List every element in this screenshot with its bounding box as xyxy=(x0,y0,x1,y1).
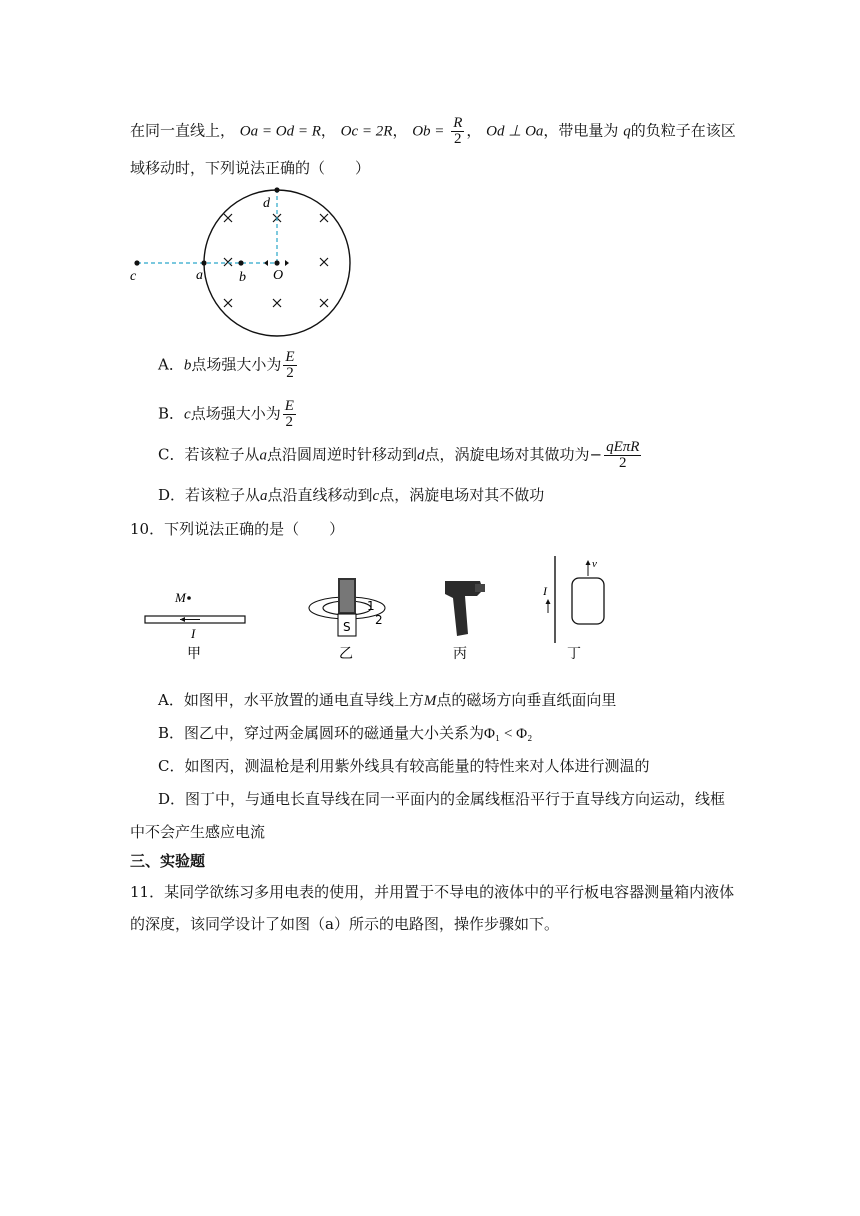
frac-e-over-2: $\frac{E}{2}$ xyxy=(285,349,295,381)
q9-circle-figure xyxy=(125,180,365,340)
label-b: b xyxy=(239,270,246,285)
q9-stem-line1: 在同一直线上， Oa = Od = R， Oc = 2R， Ob = $\frac{R}{2}$ ， Od ⊥ Oa，带电量为 q的负粒子在该区 xyxy=(130,115,736,147)
eq-oa-od: Oa = Od = R xyxy=(239,123,321,140)
eq-od-perp-oa: Od ⊥ Oa xyxy=(486,123,544,140)
svg-text:v: v xyxy=(592,558,597,570)
label-c: c xyxy=(130,269,137,284)
metal-frame xyxy=(572,578,604,624)
svg-text:2: 2 xyxy=(375,613,383,627)
q9-stem-line2: 域移动时，下列说法正确的（ ） xyxy=(130,159,371,177)
section-heading-experiments: 三、实验题 xyxy=(130,852,206,870)
q10-option-d-line2: 中不会产生感应电流 xyxy=(130,823,266,841)
figure-yi xyxy=(309,578,385,662)
point-b xyxy=(238,260,243,265)
caption-jia: 甲 xyxy=(187,646,201,662)
charge-symbol: q xyxy=(623,123,631,140)
point-c xyxy=(134,260,139,265)
label-a: a xyxy=(196,268,203,283)
eq-ob-lhs: Ob = xyxy=(412,123,445,140)
svg-text:I: I xyxy=(191,626,196,641)
point-d xyxy=(274,187,279,192)
frac-e-over-2: $\frac{E}{2}$ xyxy=(284,398,294,430)
svg-text:M: M xyxy=(175,590,186,605)
q11-line1: 11．某同学欲练习多用电表的使用，并用置于不导电的液体中的平行板电容器测量箱内液体 xyxy=(130,883,735,901)
caption-bing: 丙 xyxy=(453,646,467,662)
q9-option-a: A．b点场强大小为 $\frac{E}{2}$ xyxy=(158,349,295,381)
q9-option-d: D．若该粒子从a点沿直线移动到c点，涡旋电场对其不做功 xyxy=(158,486,545,504)
svg-text:I: I xyxy=(543,584,547,598)
q10-option-c: C．如图丙，测温枪是利用紫外线具有较高能量的特性来对人体进行测温的 xyxy=(158,757,650,775)
frac-qepir-over-2: $\frac{\text{qEπR}}{2}$ xyxy=(606,439,640,471)
caption-ding: 丁 xyxy=(567,646,581,662)
q9-intro-text: 在同一直线上， xyxy=(130,121,236,140)
label-d: d xyxy=(263,196,270,211)
eq-oc: Oc = 2R xyxy=(340,123,393,140)
q11-line2: 的深度，该同学设计了如图（a）所示的电路图，操作步骤如下。 xyxy=(130,915,559,933)
figure-jia xyxy=(145,590,245,662)
figure-bing-thermometer-gun xyxy=(445,581,485,662)
caption-yi: 乙 xyxy=(339,646,353,662)
q9-option-b: B．c点场强大小为 $\frac{E}{2}$ xyxy=(158,398,294,430)
point-a xyxy=(201,260,206,265)
q10-figures xyxy=(135,548,625,668)
q10-option-d-line1: D．图丁中，与通电长直导线在同一平面内的金属线框沿平行于直导线方向运动，线框 xyxy=(158,790,726,808)
frac-r-over-2: $\frac{R}{2}$ xyxy=(453,115,463,147)
q10-option-b: B．图乙中，穿过两金属圆环的磁通量大小关系为Φ₁ < Φ₂ xyxy=(158,724,533,742)
point-o xyxy=(274,260,279,265)
label-o: O xyxy=(273,268,284,283)
svg-text:S: S xyxy=(343,620,351,634)
svg-text:1: 1 xyxy=(367,599,375,613)
q9-option-c: C．若该粒子从a点沿圆周逆时针移动到d点，涡旋电场对其做功为− $\frac{\text{qEπR}}{2}$ xyxy=(158,439,640,471)
q10-option-a: A．如图甲，水平放置的通电直导线上方M点的磁场方向垂直纸面向里 xyxy=(158,691,617,709)
q10-stem: 10．下列说法正确的是（ ） xyxy=(130,520,345,538)
figure-ding xyxy=(542,556,604,662)
field-cross-marks xyxy=(224,214,328,307)
